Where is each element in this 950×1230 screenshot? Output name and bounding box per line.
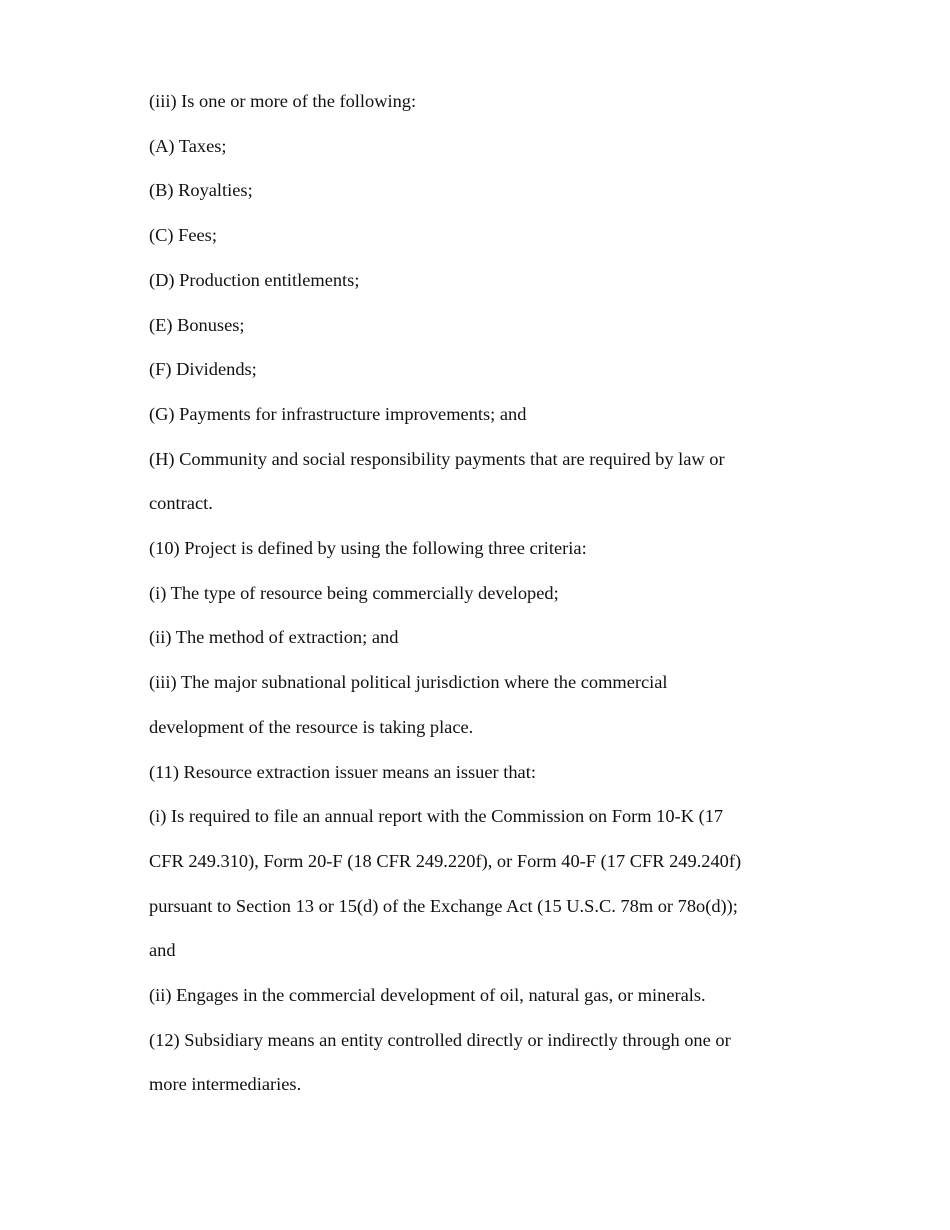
- text-line-12-continued: more intermediaries.: [149, 1074, 302, 1095]
- text-line-h-continued: contract.: [149, 493, 213, 514]
- text-line-11-i-forms: CFR 249.310), Form 20-F (18 CFR 249.220f), or Form 40-F (17 CFR 249.240f): [149, 850, 742, 871]
- text-line-c-fees: (C) Fees;: [149, 225, 217, 246]
- text-line-b-royalties: (B) Royalties;: [149, 180, 253, 201]
- text-line-10-iii-continued: development of the resource is taking place.: [149, 716, 474, 737]
- text-line-11-ii-engages: (ii) Engages in the commercial development of oil, natural gas, or minerals.: [149, 985, 706, 1006]
- text-line-e-bonuses: (E) Bonuses;: [149, 314, 245, 335]
- text-line-11-i-exchange-act: pursuant to Section 13 or 15(d) of the Exchange Act (15 U.S.C. 78m or 78o(d));: [149, 895, 738, 916]
- text-line-iii-list-intro: (iii) Is one or more of the following:: [149, 91, 417, 111]
- text-line-f-dividends: (F) Dividends;: [149, 359, 257, 380]
- document-body: [149, 79, 789, 1107]
- text-line-11-issuer: (11) Resource extraction issuer means an issuer that:: [149, 761, 536, 782]
- text-line-a-taxes: (A) Taxes;: [149, 135, 227, 156]
- text-line-10-iii-jurisdiction: (iii) The major subnational political jurisdiction where the commercial: [149, 672, 668, 693]
- text-line-11-i-annual-report: (i) Is required to file an annual report with the Commission on Form 10-K (17: [149, 806, 724, 827]
- text-line-g-infrastructure: (G) Payments for infrastructure improvements; and: [149, 403, 527, 424]
- text-line-12-subsidiary: (12) Subsidiary means an entity controlled directly or indirectly through one or: [149, 1029, 731, 1050]
- text-line-10-ii-extraction: (ii) The method of extraction; and: [149, 627, 399, 648]
- text-line-10-project: (10) Project is defined by using the following three criteria:: [149, 538, 587, 559]
- text-line-d-production: (D) Production entitlements;: [149, 269, 360, 290]
- text-line-10-i-resource-type: (i) The type of resource being commercially developed;: [149, 582, 559, 603]
- text-line-h-community: (H) Community and social responsibility payments that are required by law or: [149, 448, 725, 469]
- text-line-11-i-and: and: [149, 940, 176, 961]
